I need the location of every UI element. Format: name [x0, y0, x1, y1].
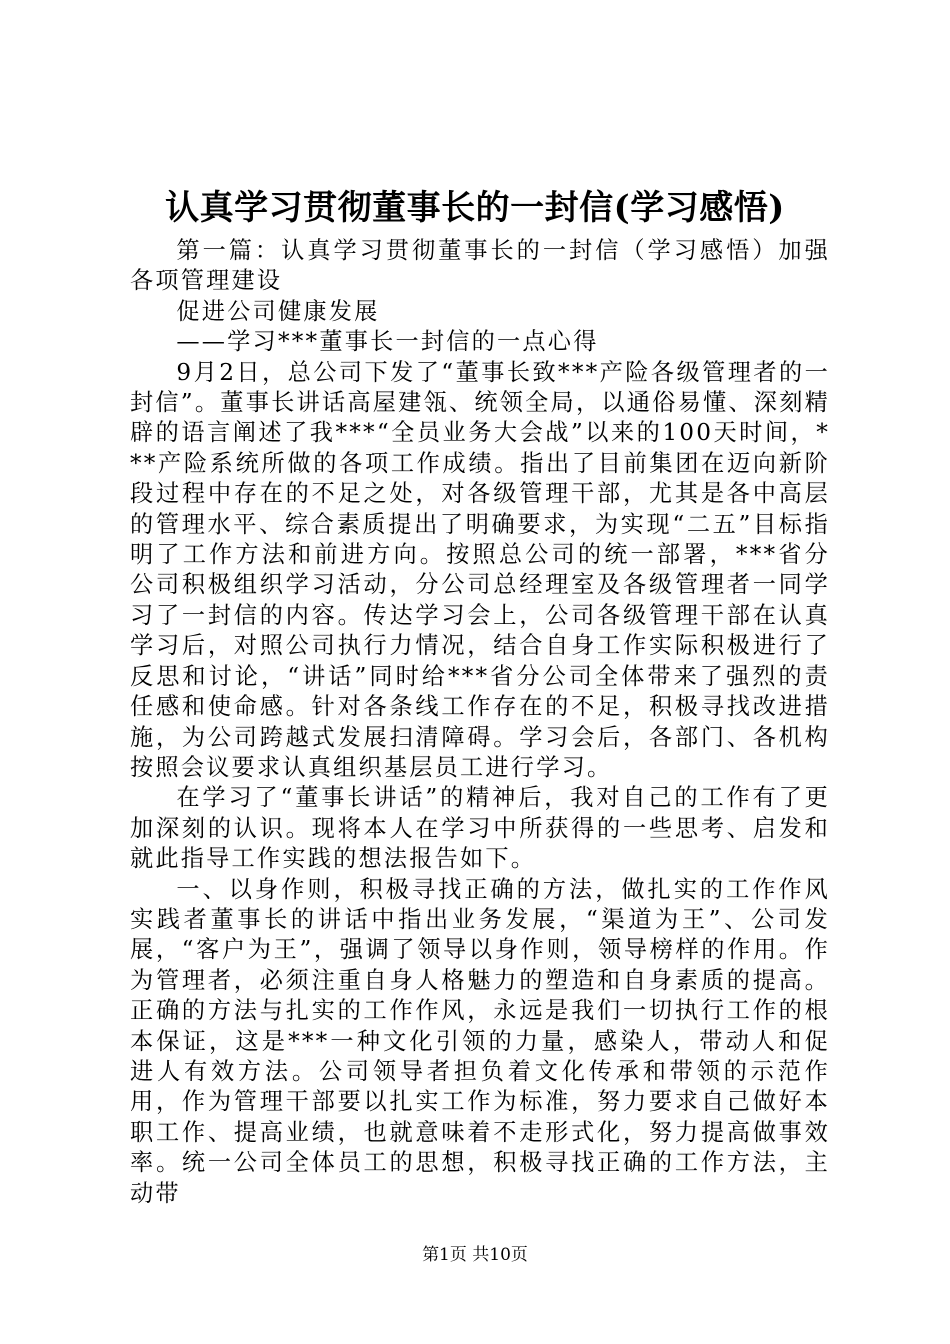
paragraph: ——学习***董事长一封信的一点心得 — [176, 328, 599, 356]
paragraph: 9月2日，总公司下发了“董事长致***产险各级管理者的一封信”。董事长讲话高屋建瓴、统领全局，以通俗易懂、深刻精辟的语言阐述了我***“全员业务大会战”以来的100天时间，***产险系统所做的各项工作成绩。指出了目前集团在迈向新阶段过程中存在的不足之处，对各级管理干部，尤其是各中高层的管理水平、综合素质提出了明确要求，为实现“二五”目标指明了工作方法和前进方向。按照总公司的统一部署，***省分公司积极组织学习活动，分公司总经理室及各级管理者一同学习了一封信的内容。传达学习会上，公司各级管理干部在认真学习后，对照公司执行力情况，结合自身工作实际积极进行了反思和讨论，“讲话”同时给***省分公司全体带来了强烈的责任感和使命感。针对各条线工作存在的不足，积极寻找改进措施，为公司跨越式发展扫清障碍。学习会后，各部门、各机构按照会议要求认真组织基层员工进行学习。 — [130, 358, 830, 781]
document-title: 认真学习贯彻董事长的一封信(学习感悟) — [165, 188, 785, 228]
paragraph: 在学习了“董事长讲话”的精神后，我对自己的工作有了更加深刻的认识。现将本人在学习中所获得的一些思考、启发和就此指导工作实践的想法报告如下。 — [130, 784, 830, 873]
document-body — [130, 236, 830, 1209]
paragraph: 一、以身作则，积极寻找正确的方法，做扎实的工作作风实践者董事长的讲话中指出业务发展，“渠道为王”、公司发展，“客户为王”，强调了领导以身作则，领导榜样的作用。作为管理者，必须注重自身人格魅力的塑造和自身素质的提高。正确的方法与扎实的工作作风，永远是我们一切执行工作的根本保证，这是***一种文化引领的力量，感染人，带动人和促进人有效方法。公司领导者担负着文化传承和带领的示范作用，作为管理干部要以扎实工作为标准，努力要求自己做好本职工作、提高业绩，也就意味着不走形式化，努力提高做事效率。统一公司全体员工的思想，积极寻找正确的工作方法，主动带 — [130, 875, 830, 1207]
page-number-footer: 第1页 共10页 — [422, 1245, 528, 1265]
paragraph: 促进公司健康发展 — [176, 297, 380, 325]
paragraph: 第一篇：认真学习贯彻董事长的一封信（学习感悟）加强各项管理建设 — [130, 237, 830, 295]
